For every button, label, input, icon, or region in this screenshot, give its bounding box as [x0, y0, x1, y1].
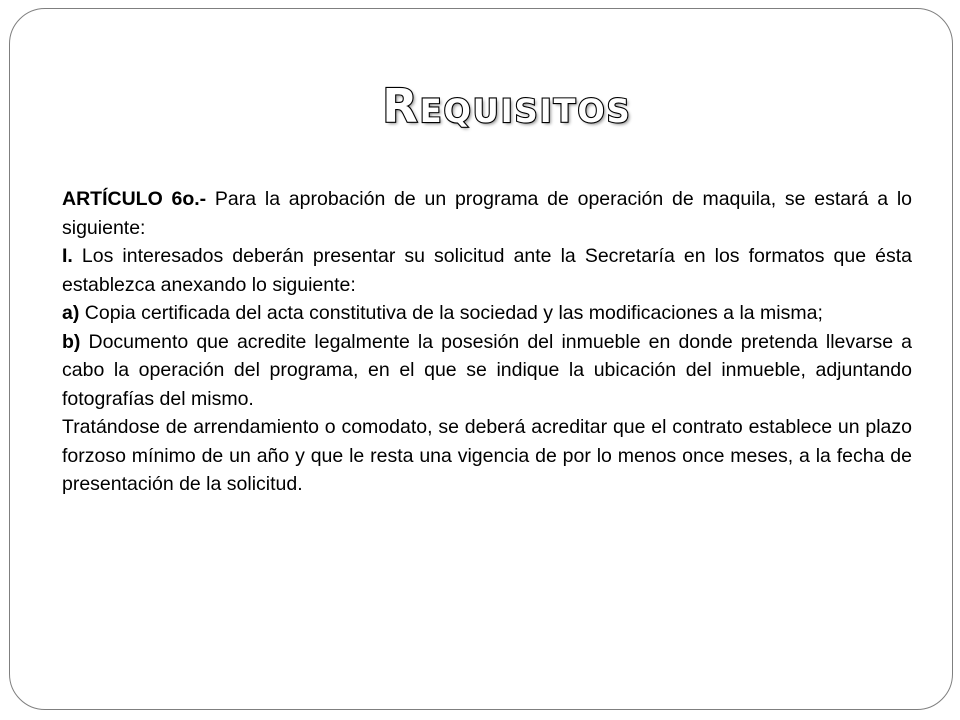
article-intro: Para la aprobación de un programa de operación de maquila, se estará a lo siguiente: [62, 188, 912, 239]
item-i-text: Los interesados deberán presentar su solicitud ante la Secretaría en los formatos que ésta establezca anexando lo siguiente: [62, 245, 912, 296]
item-a-label: a) [62, 302, 80, 324]
item-b-text: Documento que acredite legalmente la posesión del inmueble en donde pretenda llevarse a cabo la operación del programa, en el que se indique la ubicación del inmueble, adjuntando fotografías del mismo. [62, 330, 912, 410]
item-i-label: I. [62, 245, 73, 267]
article-paragraph [62, 185, 912, 242]
item-i-paragraph [62, 242, 912, 299]
article-heading: ARTÍCULO 6o.- [62, 188, 207, 210]
item-b-label: b) [62, 330, 81, 353]
item-b-paragraph [62, 328, 912, 414]
closing-paragraph: Tratándose de arrendamiento o comodato, se deberá acreditar que el contrato establece un plazo forzoso mínimo de un año y que le resta una vigencia de por lo menos once meses, a la fecha de presentación de la solicitud. [62, 416, 912, 495]
slide-title: Requisitos [382, 79, 632, 133]
item-a-paragraph [62, 299, 912, 328]
item-a-text: Copia certificada del acta constitutiva de la sociedad y las modificaciones a la misma; [79, 302, 823, 324]
article-body [62, 185, 912, 499]
